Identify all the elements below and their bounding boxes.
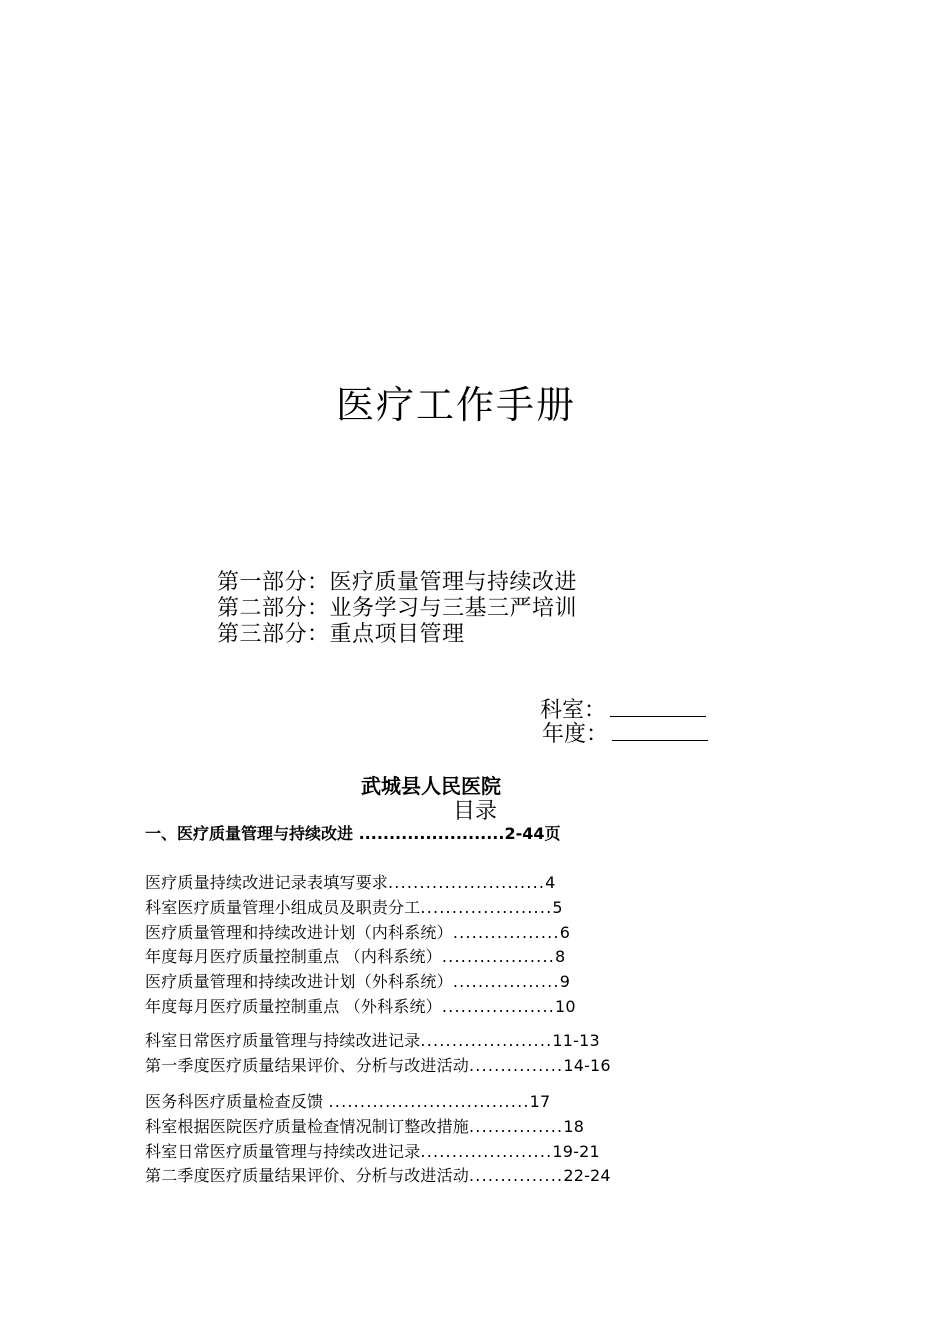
toc-item: 科室医疗质量管理小组成员及职责分工.....................5 — [145, 897, 563, 917]
toc-item: 第一季度医疗质量结果评价、分析与改进活动...............14-16 — [145, 1055, 611, 1075]
toc-section-heading — [145, 823, 561, 845]
part-item-3: 第三部分：重点项目管理 — [217, 622, 465, 647]
toc-group-3 — [145, 1090, 611, 1189]
toc-item: 医疗质量管理和持续改进计划（内科系统）.................6 — [145, 922, 571, 942]
toc-group-1 — [145, 871, 576, 1020]
part-item-2: 第二部分：业务学习与三基三严培训 — [217, 596, 578, 621]
toc-item: 第二季度医疗质量结果评价、分析与改进活动...............22-24 — [145, 1166, 611, 1186]
toc-item: 科室日常医疗质量管理与持续改进记录.....................11-13 — [145, 1031, 600, 1050]
parts-list — [217, 570, 577, 648]
department-field — [540, 698, 706, 724]
year-blank — [612, 722, 708, 741]
toc-item: 医疗质量持续改进记录表填写要求.........................4 — [145, 873, 556, 892]
toc-section-dots: ........................ — [353, 824, 505, 843]
department-label: 科室： — [540, 698, 607, 723]
document-title: 医疗工作手册 — [335, 383, 576, 427]
toc-item: 年度每月医疗质量控制重点 （内科系统）..................8 — [145, 947, 566, 967]
toc-item: 科室日常医疗质量管理与持续改进记录.....................19-21 — [145, 1141, 600, 1161]
toc-item: 医疗质量管理和持续改进计划（外科系统）.................9 — [145, 972, 571, 992]
part-item-1: 第一部分：医疗质量管理与持续改进 — [217, 570, 578, 595]
hospital-name: 武城县人民医院 — [361, 774, 501, 798]
toc-section-label: 一、医疗质量管理与持续改进 — [145, 824, 354, 843]
year-label: 年度： — [542, 722, 609, 747]
year-field — [542, 722, 708, 748]
toc-title: 目录 — [452, 799, 497, 824]
department-blank — [610, 698, 706, 717]
toc-section-pages: 2-44页 — [504, 824, 561, 843]
toc-item: 医务科医疗质量检查反馈 ................................17 — [145, 1092, 551, 1111]
toc-item: 科室根据医院医疗质量检查情况制订整改措施...............18 — [145, 1116, 585, 1136]
toc-group-2 — [145, 1029, 611, 1079]
toc-item: 年度每月医疗质量控制重点 （外科系统）..................10 — [145, 996, 576, 1016]
